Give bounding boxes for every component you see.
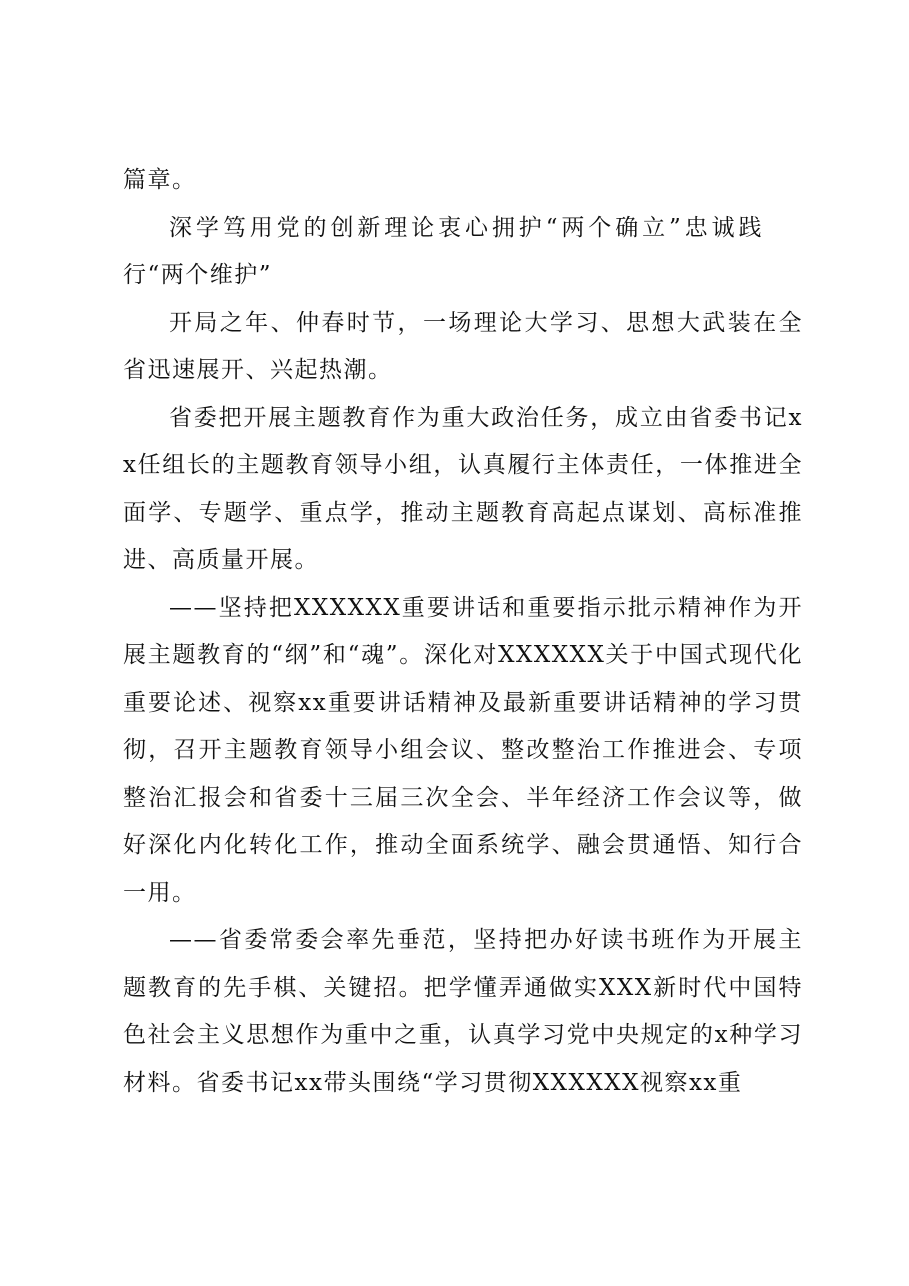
paragraph-intro: 开局之年、仲春时节，一场理论大学习、思想大武装在全省迅速展开、兴起热潮。 [123, 309, 803, 383]
document-body [123, 157, 803, 1107]
section-heading: 深学笃用党的创新理论衷心拥护“两个确立”忠诚践行“两个维护” [123, 214, 763, 288]
paragraph-closing-fragment: 篇章。 [123, 167, 197, 193]
paragraph-provincial-committee: 省委把开展主题教育作为重大政治任务，成立由省委书记xx任组长的主题教育领导小组，认真履行主体责任，一体推进全面学、专题学、重点学，推动主题教育高起点谋划、高标准推进、高质量开展。 [123, 404, 803, 573]
paragraph-bullet-guidance: ——坚持把XXXXXX重要讲话和重要指示批示精神作为开展主题教育的“纲”和“魂”。深化对XXXXXX关于中国式现代化重要论述、视察xx重要讲话精神及最新重要讲话精神的学习贯彻，召开主题教育领导小组会议、整改整治工作推进会、专项整治汇报会和省委十三届三次全会、半年经济工作会议等，做好深化内化转化工作，推动全面系统学、融会贯通悟、知行合一用。 [123, 594, 803, 906]
paragraph-bullet-reading-class: ——省委常委会率先垂范，坚持把办好读书班作为开展主题教育的先手棋、关键招。把学懂弄通做实XXX新时代中国特色社会主义思想作为重中之重，认真学习党中央规定的x种学习材料。省委书记xx带头围绕“学习贯彻XXXXXX视察xx重 [123, 927, 803, 1096]
